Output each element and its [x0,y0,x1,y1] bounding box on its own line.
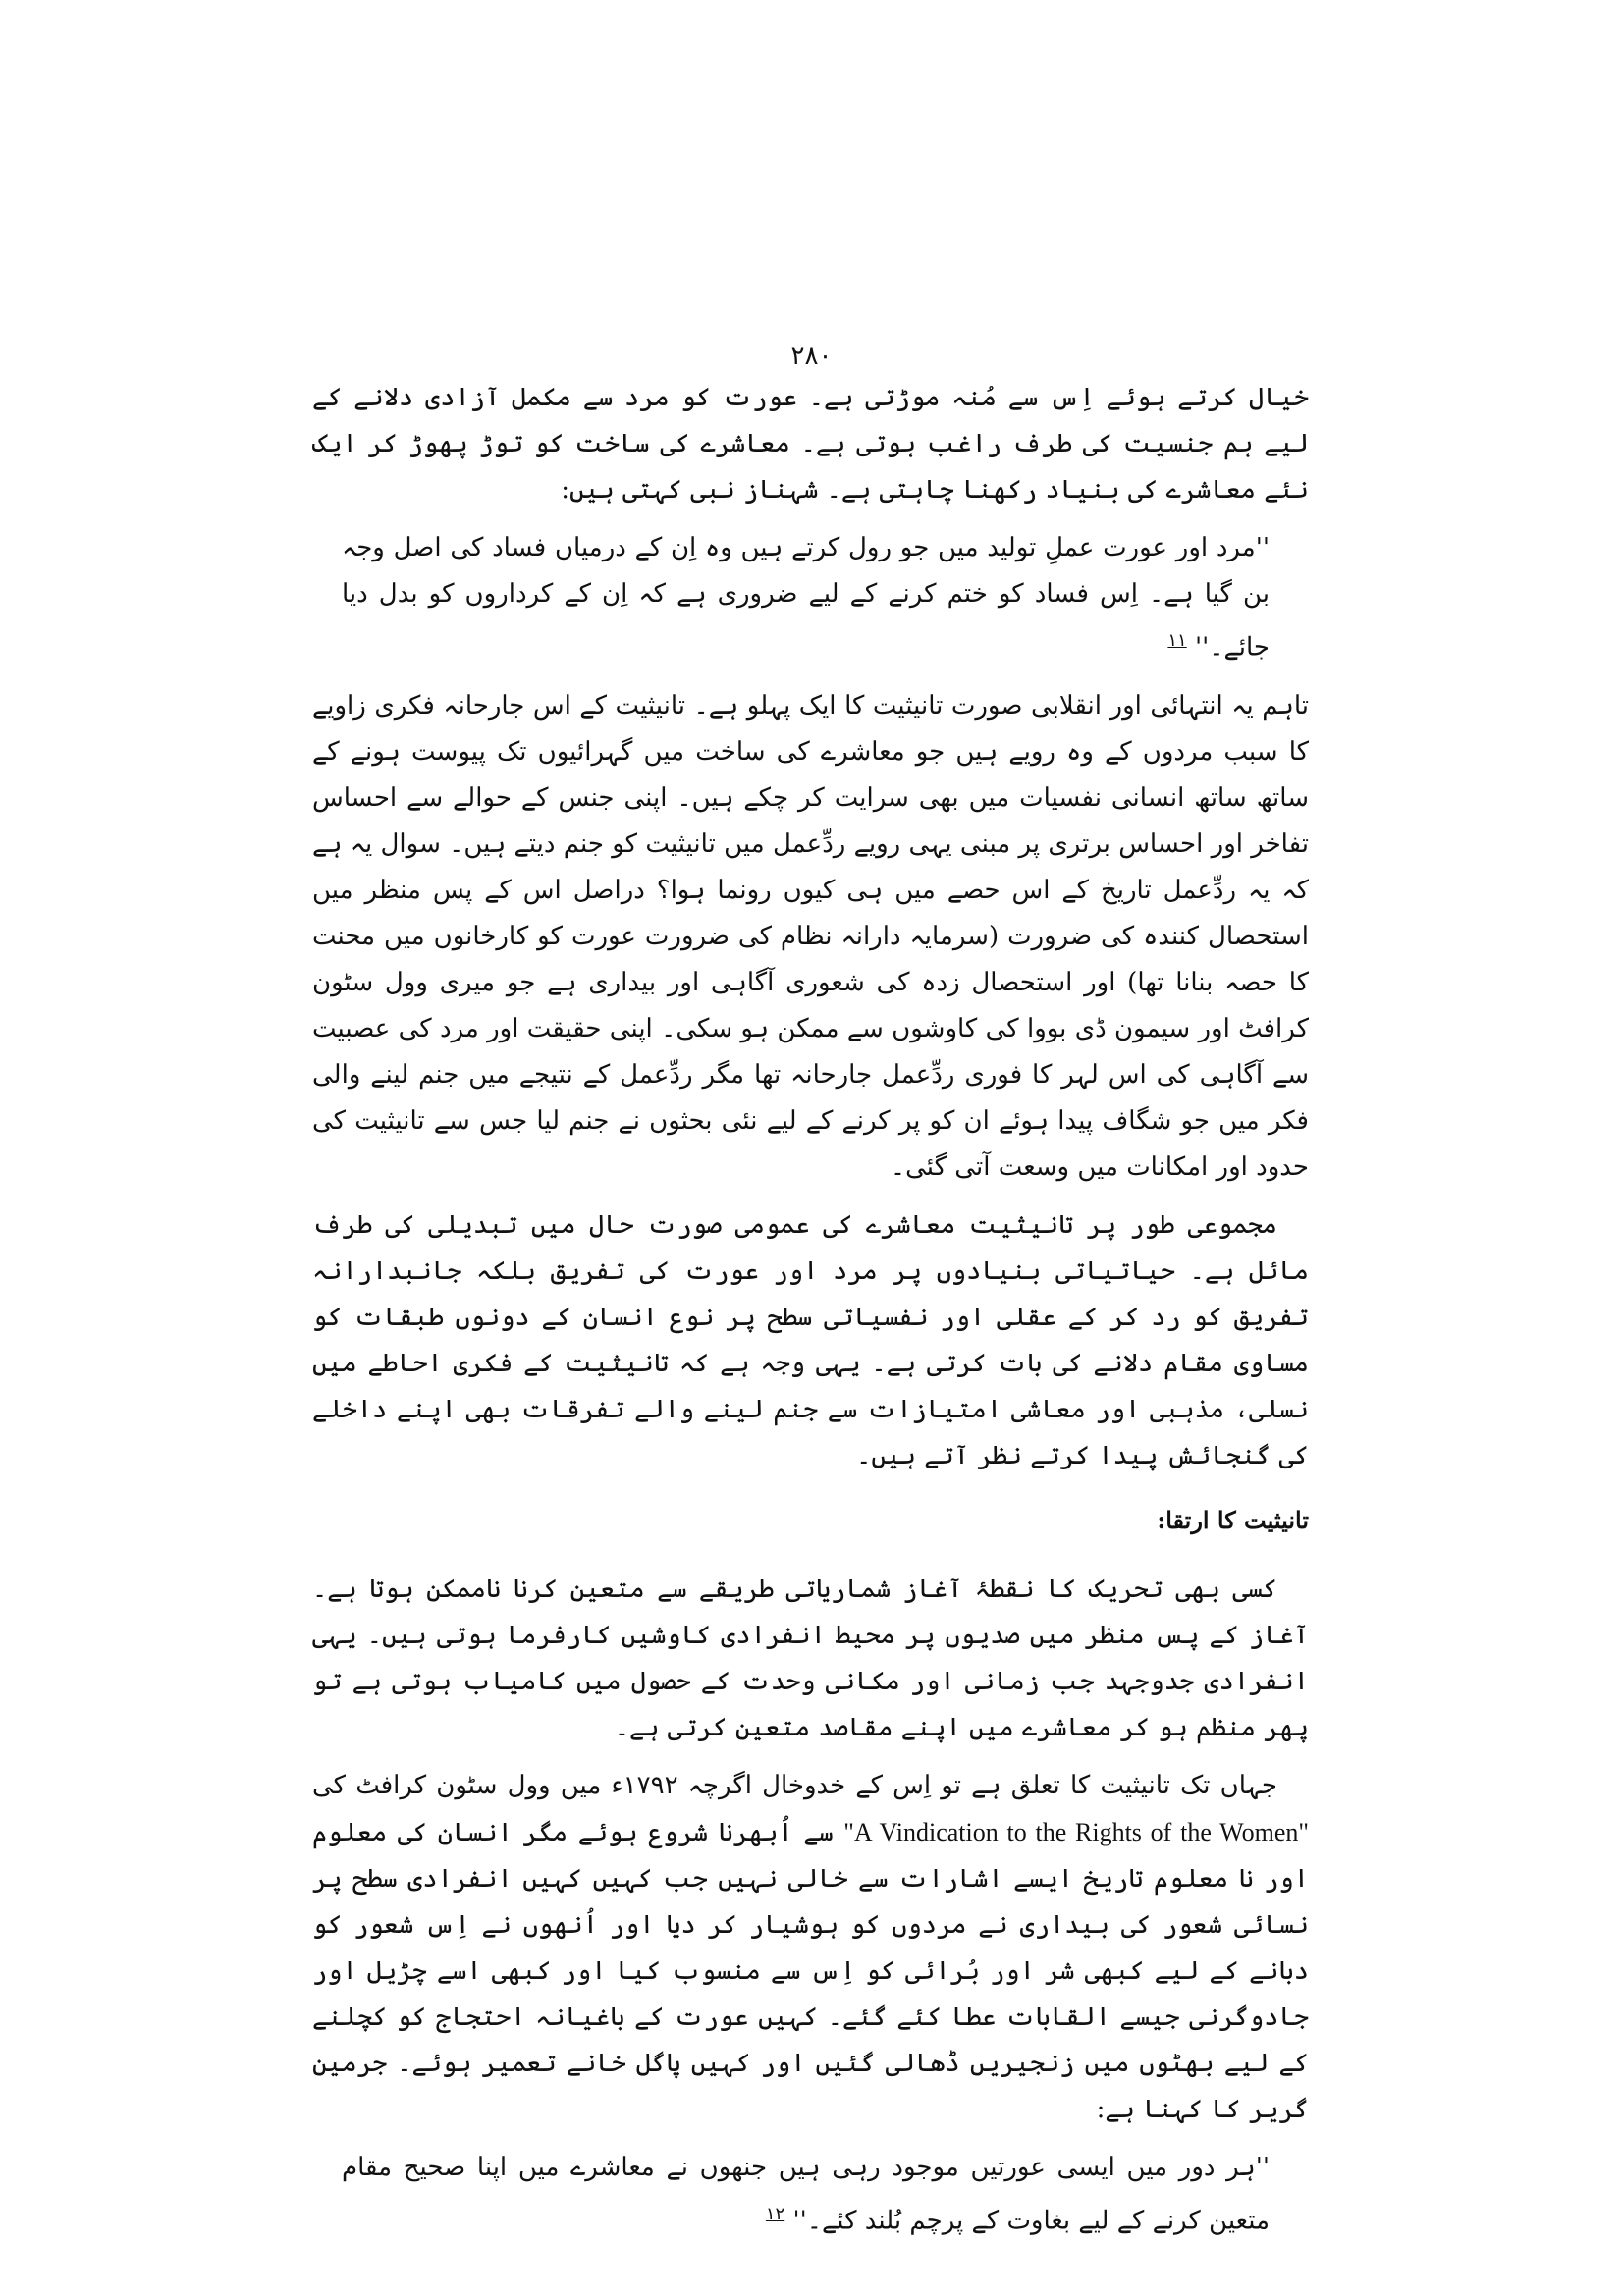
footnote-ref-12: ۱۲ [765,2203,785,2224]
paragraph-5-part-b: سے اُبھرنا شروع ہوئے مگر انسان کی معلوم اور نا معلوم تاریخ ایسے اشارات سے خالی نہیں جب کہیں کہیں انفرادی سطح پر نسائی شعور کی بیداری نے مردوں کو ہوشیار کر دیا اور اُنھوں نے اِس شعور کو دبانے کے لیے کبھی شر اور بُرائی کو اِس سے منسوب کیا اور کبھی اسے چڑیل اور جادوگرنی جیسے القابات عطا کئے گئے۔ کہیں عورت کے باغیانہ احتجاج کو کچلنے کے لیے بھٹوں میں زنجیریں ڈھالی گئیں اور کہیں پاگل خانے تعمیر ہوئے۔ جرمین گریر کا کہنا ہے: [312,1817,1309,2124]
block-quote-2 [342,2145,1270,2245]
english-book-title: "A Vindication to the Rights of the Women" [843,1817,1309,1846]
section-heading: تانیثیت کا ارتقا: [1157,1505,1309,1534]
quote-1-text: ''مرد اور عورت عملِ تولید میں جو رول کرتے ہیں وہ اِن کے درمیاں فساد کی اصل وجہ بن گیا ہے۔ اِس فساد کو ختم کرنے کے لیے ضروری ہے کہ اِن کے کرداروں کو بدل دیا جائے۔'' [342,533,1270,663]
paragraph-5 [312,1763,1309,2133]
paragraph-2: تاہم یہ انتہائی اور انقلابی صورت تانیثیت کا ایک پہلو ہے۔ تانیثیت کے اس جارحانہ فکری زاویے کا سبب مردوں کے وہ رویے ہیں جو معاشرے کی ساخت میں گہرائیوں تک پیوست ہونے کے ساتھ ساتھ انسانی نفسیات میں بھی سرایت کر چکے ہیں۔ اپنی جنس کے حوالے سے احساس تفاخر اور احساس برتری پر مبنی یہی رویے ردِّعمل میں تانیثیت کو جنم دیتے ہیں۔ سوال یہ ہے کہ یہ ردِّعمل تاریخ کے اس حصے میں ہی کیوں رونما ہوا؟ دراصل اس کے پس منظر میں استحصال کنندہ کی ضرورت (سرمایہ دارانہ نظام کی ضرورت عورت کو کارخانوں میں محنت کا حصہ بنانا تھا) اور استحصال زدہ کی شعوری آگاہی اور بیداری ہے جو میری وول سٹون کرافٹ اور سیمون ڈی بووا کی کاوشوں سے ممکن ہو سکی۔ اپنی حقیقت اور مرد کی عصبیت سے آگاہی کی اس لہر کا فوری ردِّعمل جارحانہ تھا مگر ردِّعمل کے نتیجے میں جنم لینے والی فکر میں جو شگاف پیدا ہوئے ان کو پر کرنے کے لیے نئی بحثوں نے جنم لیا جس سے تانیثیت کی حدود اور امکانات میں وسعت آتی گئی۔ [312,690,1309,1182]
paragraph-4: کسی بھی تحریک کا نقطۂ آغاز شماریاتی طریقے سے متعین کرنا ناممکن ہوتا ہے۔ آغاز کے پس منظر میں صدیوں پر محیط انفرادی کاوشیں کارفرما ہوتی ہیں۔ یہی انفرادی جدوجہد جب زمانی اور مکانی وحدت کے حصول میں کامیاب ہوتی ہے تو پھر منظم ہو کر معاشرے میں اپنے مقاصد متعین کرتی ہے۔ [312,1574,1309,1742]
paragraph-1: خیال کرتے ہوئے اِس سے مُنہ موڑتی ہے۔ عورت کو مرد سے مکمل آزادی دلانے کے لیے ہم جنسیت کی طرف راغب ہوتی ہے۔ معاشرے کی ساخت کو توڑ پھوڑ کر ایک نئے معاشرے کی بنیاد رکھنا چاہتی ہے۔ شہناز نبی کہتی ہیں: [312,383,1309,505]
paragraph-5-part-a: جہاں تک تانیثیت کا تعلق ہے تو اِس کے خدوخال اگرچہ ۱۷۹۲ء میں وول سٹون کرافٹ کی [312,1770,1277,1800]
quote-2-text: ''ہر دور میں ایسی عورتیں موجود رہی ہیں جنھوں نے معاشرے میں اپنا صحیح مقام متعین کرنے کے لیے بغاوت کے پرچم بُلند کئے۔'' [342,2152,1270,2236]
block-quote-1 [342,525,1270,671]
paragraph-3: مجموعی طور پر تانیثیت معاشرے کی عمومی صورت حال میں تبدیلی کی طرف مائل ہے۔ حیاتیاتی بنیادوں پر مرد اور عورت کی تفریق بلکہ جانبدارانہ تفریق کو رد کر کے عقلی اور نفسیاتی سطح پر نوع انسان کے دونوں طبقات کو مساوی مقام دلانے کی بات کرتی ہے۔ یہی وجہ ہے کہ تانیثیت کے فکری احاطے میں نسلی، مذہبی اور معاشی امتیازات سے جنم لینے والے تفرقات بھی اپنے داخلے کی گنجائش پیدا کرتے نظر آتے ہیں۔ [312,1209,1309,1470]
page-number: ۲۸۰ [790,342,833,371]
footnote-ref-11: ۱۱ [1167,630,1187,651]
page-body [312,375,1309,2256]
